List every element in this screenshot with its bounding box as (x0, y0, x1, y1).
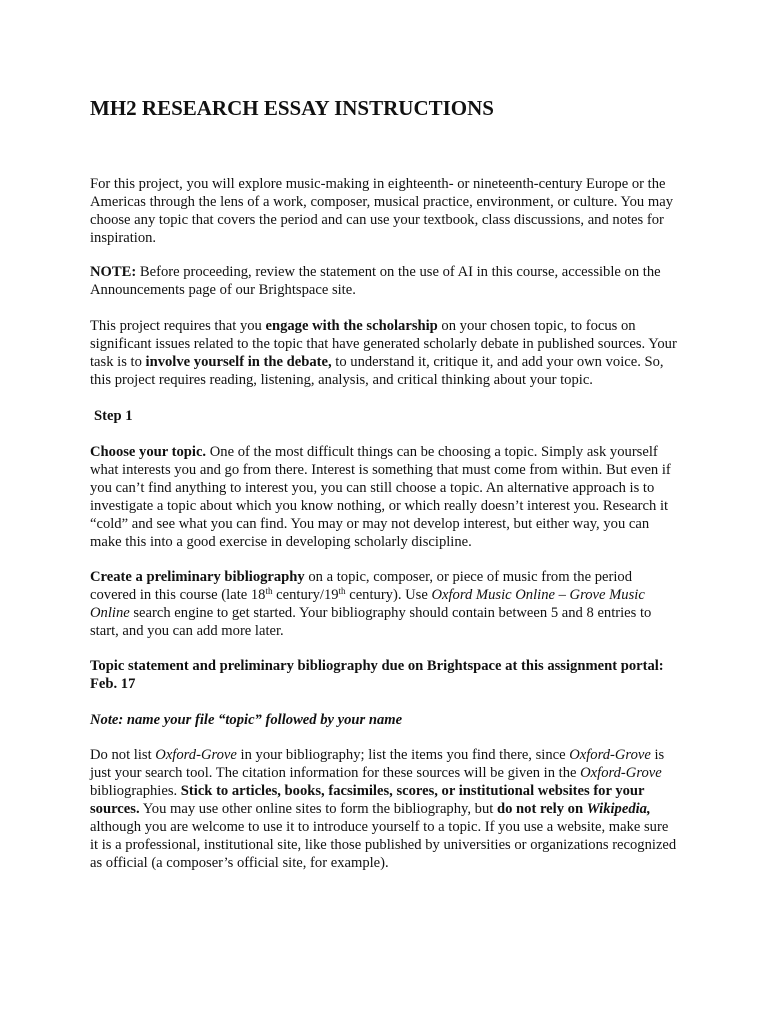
scholarship-text-1: This project requires that you (90, 318, 266, 334)
intro-text: For this project, you will explore music-making in eighteenth- or nineteenth-century Europe or the Americas through the lens of a work, composer, musical practice, environment, or culture. You may choose any topic that covers the period and can use your textbook, class discussions, and notes for inspiration. (90, 176, 674, 246)
step-heading-text: Step 1 (94, 408, 133, 424)
scholarship-emphasis-2: involve yourself in the debate, (145, 354, 332, 370)
oxford-text-1: Do not list (90, 747, 156, 763)
choose-topic-paragraph (90, 443, 680, 551)
file-note-text: Note: name your file “topic” followed by your name (90, 712, 403, 728)
due-date-text: Topic statement and preliminary bibliography due on Brightspace at this assignment portal: Feb. 17 (90, 658, 664, 692)
bibliography-text-4: search engine to get started. Your bibliography should contain between 5 and 8 entries to start, and you can add more later. (90, 605, 652, 639)
oxford-text-3: is just your search tool. The citation information for these sources will be given in the (90, 747, 665, 781)
note-paragraph (90, 263, 680, 299)
oxford-bold-2: do not rely on (496, 801, 587, 817)
bibliography-superscript-2: th (338, 586, 346, 596)
document-title: MH2 RESEARCH ESSAY INSTRUCTIONS (90, 96, 494, 120)
intro-paragraph (90, 175, 680, 247)
oxford-italic-1: Oxford-Grove (155, 747, 237, 763)
oxford-paragraph (90, 746, 680, 872)
bibliography-text-1: on a topic, composer, or piece of music from the period covered in this course (late 18 (90, 569, 632, 603)
oxford-text-2: in your bibliography; list the items you find there, since (236, 747, 570, 763)
scholarship-emphasis-1: engage with the scholarship (265, 318, 438, 334)
bibliography-text-3: century). Use (345, 587, 432, 603)
oxford-italic-3: Oxford-Grove (580, 765, 662, 781)
bibliography-paragraph (90, 568, 680, 640)
bibliography-source-name: Oxford Music Online – Grove Music Online (90, 587, 645, 621)
note-label: NOTE: (90, 264, 137, 280)
bibliography-label: Create a preliminary bibliography (90, 569, 305, 585)
scholarship-paragraph (90, 317, 680, 389)
oxford-bold-1: Stick to articles, books, facsimiles, scores, or institutional websites for your sources. (90, 783, 645, 817)
note-text: Before proceeding, review the statement on the use of AI in this course, accessible on the Announcements page of our Brightspace site. (90, 264, 661, 298)
oxford-text-6: although you are welcome to use it to introduce yourself to a topic. If you use a website, make sure it is a professional, institutional site, like those published by universities or organizations recognized as official (a composer’s official site, for example). (90, 819, 677, 871)
scholarship-text-3: to understand it, critique it, and add your own voice. So, this project requires reading, listening, analysis, and critical thinking about your topic. (90, 354, 664, 388)
bibliography-superscript-1: th (265, 586, 273, 596)
due-date-paragraph (90, 657, 680, 693)
step-heading (94, 407, 684, 425)
oxford-italic-2: Oxford-Grove (569, 747, 651, 763)
choose-topic-label: Choose your topic. (90, 444, 207, 460)
file-note-paragraph (90, 711, 680, 729)
oxford-bold-italic-1: Wikipedia, (586, 801, 651, 817)
oxford-text-5: You may use other online sites to form the bibliography, but (139, 801, 497, 817)
scholarship-text-2: on your chosen topic, to focus on significant issues related to the topic that have generated scholarly debate in published sources. Your task is to (90, 318, 677, 370)
oxford-text-4: bibliographies. (90, 783, 181, 799)
bibliography-text-2: century/19 (272, 587, 339, 603)
choose-topic-text: One of the most difficult things can be choosing a topic. Simply ask yourself what interests you and go from there. Interest is something that must come from within. But even if you can’t find anything to interest you, you can still choose a topic. An alternative approach is to investigate a topic about which you know nothing, or which really doesn’t interest you. Research it “cold” and see what you can find. You may or may not develop interest, but either way, you can make this into a good exercise in developing scholarly discipline. (90, 444, 671, 550)
